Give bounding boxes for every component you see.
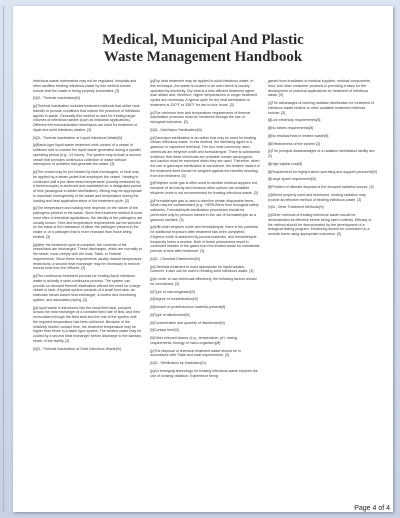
paragraph: [li]Concentration and quantity of disinfectant[/li] xyxy=(150,320,225,325)
paragraph: [p]Batch-type liquid waste treatment units consist of a vessel of sufficient size to contain the liquid waste generated during a specific operating period (e.g., 24 hours). The system may include a second vessel that provides continuous collection of waste without interruption of activities that generate the waste. [3] xyxy=(33,143,142,167)
paragraph: [h]2L. Thermal Inactivation[/h] xyxy=(33,96,81,101)
paragraph: [h]2L. Thermal Inactivation of Solid Infectious Waste[/h] xyxy=(33,346,121,351)
paragraph: [h]2L. Chemical Disinfection[/h] xyxy=(150,256,200,261)
paragraph: [h]2L. Other Treatment Methods[/h] xyxy=(267,205,324,210)
paragraph: [p]An emerging technology for treating infectious waste involves the use of ionizing radiation. Experience being xyxy=(150,368,258,378)
paragraph: [p]Liquid waste is introduced into the small feed tank, pumped across the heat exchanger at a constant fixed rate of flow, and then recirculated through the feed tank and the rest of the system until the required temperature has been achieved. Because of the relatively shorter contact time, the treatment temperature may be higher than those in a batch-type system. The treated waste may be cooled by a second heat exchanger before discharge to the sanitary sewer of the facility. [3] xyxy=(33,305,142,343)
paragraph: [h]2L. Sterilization by Irradiation[/h] xyxy=(150,361,206,365)
paragraph: [li]High capital cost[/li] xyxy=(267,161,303,166)
paragraph: [li]No steam requirements[/li] xyxy=(267,126,314,130)
text-columns xyxy=(33,79,377,489)
page-number: Page 4 of 4 xyxy=(354,505,390,512)
paragraph: [li]Type of disinfectant[/li] xyxy=(150,312,190,317)
paragraph: [p]Chemical treatment is most appropriate for liquid wastes, however, it also can be used in treating solid infectious waste. [3] xyxy=(150,264,254,274)
page-binding-edge xyxy=(3,6,12,512)
paragraph: [p]The disposal of chemical treatment waste should be in accordance with State and local requirements. [3] xyxy=(150,348,241,358)
column-3 xyxy=(268,79,377,489)
paragraph: [li]Contact time[/li] xyxy=(150,328,179,333)
paragraph: [li]Type of microorganism[/li] xyxy=(150,289,195,294)
paragraph: [p]Gas/vapor sterilization is an option that may be used for treating certain infectious waste. In this method, the sterilizing agent is a gaseous or vaporized chemical. The two most commonly used chemicals are ethylene oxide and formaldehyde. There is substantial evidence that these chemicals are probable human carcinogens, and caution must be exercised when they are used. Therefore, when the use of gas/vapor sterilization is considered, the relative hazard of the treatment itself should be weighed against the benefits resulting from the treatment. [3] xyxy=(150,135,260,178)
document-page xyxy=(13,6,393,512)
paragraph: [p]The minimum time and temperature requirements of thermal inactivation protocols must be monitored through the use of biological indicators. [3] xyxy=(150,110,251,124)
paragraph: [li]No residual heat in treated waste[/li] xyxy=(267,133,329,138)
paragraph: [p]The temperature and holding time depends on the nature of the pathogens present in the waste. Since this treatment method is used most often in industrial applications, the identity of the pathogens are usually known. Time and temperature requirements can be selected on the basis of the resistance of either the pathogen present in the waste or of a pathogen that is more resistant than those being treated. [3] xyxy=(33,206,143,239)
paragraph: [li]Requirement for highly trained operating and support personnel[/li] xyxy=(267,169,377,174)
paragraph: [p]Thermal inactivation includes treatment methods that utilize heat transfer to provide conditions that reduce the presence of infectious agents in waste. Generally this method is used for treating larger volumes of infectious wastes (such as industrial applications). Different thermal inactivation techniques are used for treatment of liquid and solid infectious wastes. [3] xyxy=(33,104,141,132)
paragraph: [li]Other relevant factors (e.g., temperature, pH, mixing requirements, biology of micro-organism)[/li] xyxy=(150,336,238,345)
document-title xyxy=(13,32,393,66)
column-2 xyxy=(150,79,259,489)
paragraph: [li]Large space requirement[/li] xyxy=(267,177,316,182)
paragraph: [li]Problem of ultimate disposal of the decayed radiation source. [3] xyxy=(267,185,374,189)
paragraph: [p]The principal disadvantages of a radiation sterilization facility are: [3] xyxy=(267,149,376,158)
paragraph: Infectious waste incinerators may not be regulated, hospitals and other facilities treating infectious waste by this method should ensure that the waste is being properly incinerated. [3] xyxy=(33,79,137,93)
paragraph: [li]Effectiveness of the system [3] xyxy=(267,141,320,146)
paragraph: [li]Low electricity requirements[/li] xyxy=(267,118,321,123)
paragraph: [p]The vessel may be pre-heated by heat exchangers, or heat may be applied by a steam jacket that envelopes the vessel. Heating is continued until a pre-determined temperature (usually measured by a thermocouple) is achieved and maintained for a designated period of time (analogous to steam sterilization). Mixing may be appropriate to maximize homogeneity of the waste and temperature during the loading and heat application steps of the treatment cycle. [3] xyxy=(33,170,142,203)
paragraph: [p]Where properly used and monitored, ionizing radiation may provide an effective method of treating infectious waste. [3] xyxy=(267,192,366,202)
title-line-1: Medical, Municipal And Plastic xyxy=(102,32,304,48)
paragraph: [h]2L. Thermal Inactivation of Liquid Infectious Waste[/h] xyxy=(33,135,123,140)
paragraph: [p]The continuous treatment process for treating liquid infectious waste is actually a semi-continuous process. The system can provide on-demand thermal inactivation without the need for a large vessel or tank. A typical system consists of a small feed tank, an elaborate steam-based heat exchanger, a control and monitoring system, and associated piping. [3] xyxy=(33,274,141,302)
paragraph: [p]After the treatment cycle is complete, the contents of the vessel/tank are discharged. These discharges, which are normally to the sewer, must comply with the local, State, or Federal requirements. Since these requirements usually include temperature restrictions, a second heat exchanger may be necessary to remove excess heat from the effluent. [3] xyxy=(33,242,142,271)
paragraph: [p]The advantages of ionizing radiation sterilization for treatment of infectious waste relative to other available treatment methods include: [3] xyxy=(267,101,374,115)
paragraph: [p]Dry heat treatment may be applied to solid infectious waste. In this technique, the waste is located in an oven which is usually operated by electricity. Dry heat is a less efficient treatment agent than steam and, therefore, higher temperatures or longer treatment cycles are necessary. A typical cycle for dry heat sterilization is treatment at 320°F to 338°F for two to four hours. [3] xyxy=(150,79,258,107)
title-line-2: Waste Management Handbook xyxy=(103,49,303,65)
paragraph: [p]In order to use chemicals effectively, the following factors should be considered: [3] xyxy=(150,277,257,286)
paragraph: [li]Amount of proteinaceous material present[/li] xyxy=(150,305,226,309)
paragraph: [p]Other methods of treating infectious waste should be demonstrated as effective before being used routinely. Efficacy of the method should be demonstrated by the development of a biological testing program. Monitoring should be conducted on a periodic basis using appropriate indicators. [3] xyxy=(267,213,372,236)
paragraph: [p]Ethylene oxide gas is often used to sterilize medical supplies but, because of its toxicity and because other options are available, ethylene oxide is not recommended for treating infectious waste. [3] xyxy=(150,181,258,195)
paragraph: [p]Formaldehyde gas is used to sterilize certain disposable items, which may be contaminated (e.g., HEPA filters from biological safety cabinets). Formaldehyde sterilization procedures should be performed only by persons trained in the use of formaldehyde as a gaseous sterilant. [3] xyxy=(150,198,259,222)
paragraph: gained from irradiation of medical supplies, medical components, food, and other consumer products is providing a basis for the development of practical applications for treatment of infectious waste. [3] xyxy=(267,79,371,98)
paragraph: [h]2L. Gas/Vapor Sterilization[/h] xyxy=(150,127,202,132)
paragraph: [p]With both ethylene oxide and formaldehyde, there is the potential for additional exposure after treatment has been completed. Ethylene oxide is absorbed by porous materials, and formaldehyde frequently forms a residue. Both of these phenomena result in continued release of the gases from the treated waste for substantial periods of time after treatment. [3] xyxy=(150,225,260,253)
paragraph: [li]Degree of contamination[/li] xyxy=(150,297,198,302)
column-1 xyxy=(33,79,142,489)
